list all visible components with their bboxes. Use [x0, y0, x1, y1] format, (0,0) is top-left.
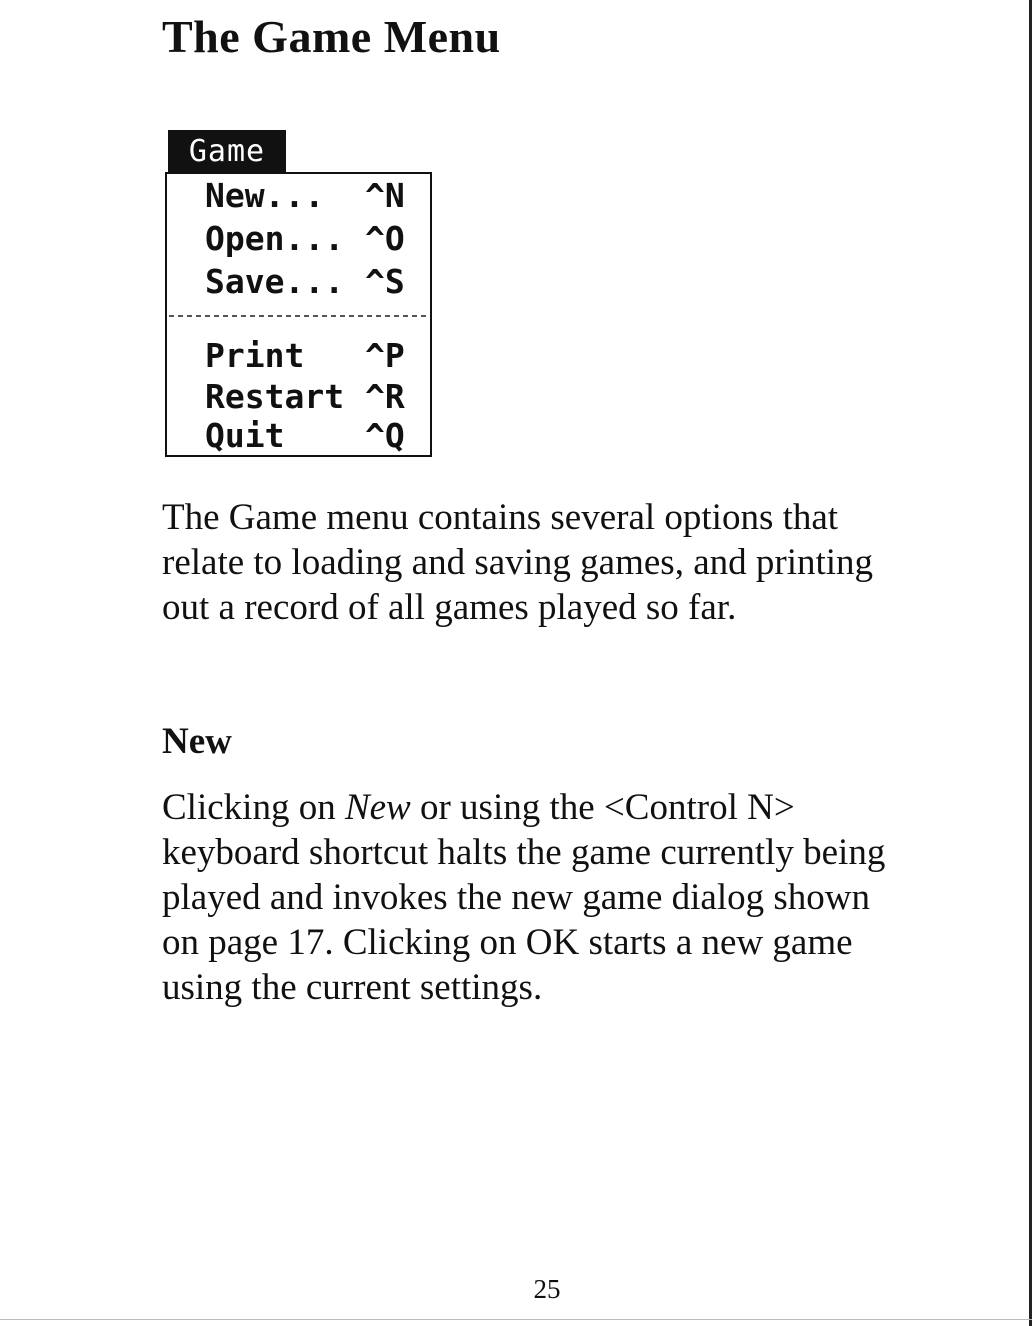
new-line: played and invokes the new game dialog shown [162, 877, 870, 918]
new-line [162, 785, 962, 830]
intro-line: The Game menu contains several options that [162, 497, 839, 538]
new-line: using the current settings. [162, 967, 543, 1008]
intro-paragraph [162, 495, 962, 630]
new-paragraph [162, 785, 962, 1010]
new-line: on page 17. Clicking on OK starts a new game [162, 922, 853, 963]
menu-item-shortcut: ^S [365, 262, 405, 301]
menu-item-shortcut: ^P [365, 336, 405, 375]
new-line-text: Clicking on [162, 787, 345, 828]
menu-item-label: New... [205, 176, 325, 215]
page-title: The Game Menu [162, 11, 501, 62]
new-line-text: or using the <Control N> [410, 787, 795, 828]
new-heading: New [162, 721, 232, 762]
menu-item-shortcut: ^Q [365, 416, 405, 455]
menu-item-shortcut: ^R [365, 377, 405, 416]
menu-item-label: Restart [205, 377, 345, 416]
page-number: 25 [533, 1274, 561, 1304]
game-menu-dropdown [165, 172, 432, 457]
menu-item-label: Open... [205, 219, 345, 258]
menu-item-label: Print [205, 336, 305, 375]
menu-item-label: Save... [205, 262, 345, 301]
new-italic-term: New [344, 787, 411, 828]
menu-item-shortcut: ^N [365, 176, 405, 215]
page-bottom-rule [0, 1319, 1032, 1320]
game-menu-title[interactable]: Game [168, 130, 286, 173]
intro-line: relate to loading and saving games, and printing [162, 542, 874, 583]
menu-item-label: Quit [205, 416, 285, 455]
menu-separator [169, 312, 428, 320]
menu-item-shortcut: ^O [365, 219, 405, 258]
intro-line: out a record of all games played so far. [162, 587, 737, 628]
new-line: keyboard shortcut halts the game currently being [162, 832, 886, 873]
